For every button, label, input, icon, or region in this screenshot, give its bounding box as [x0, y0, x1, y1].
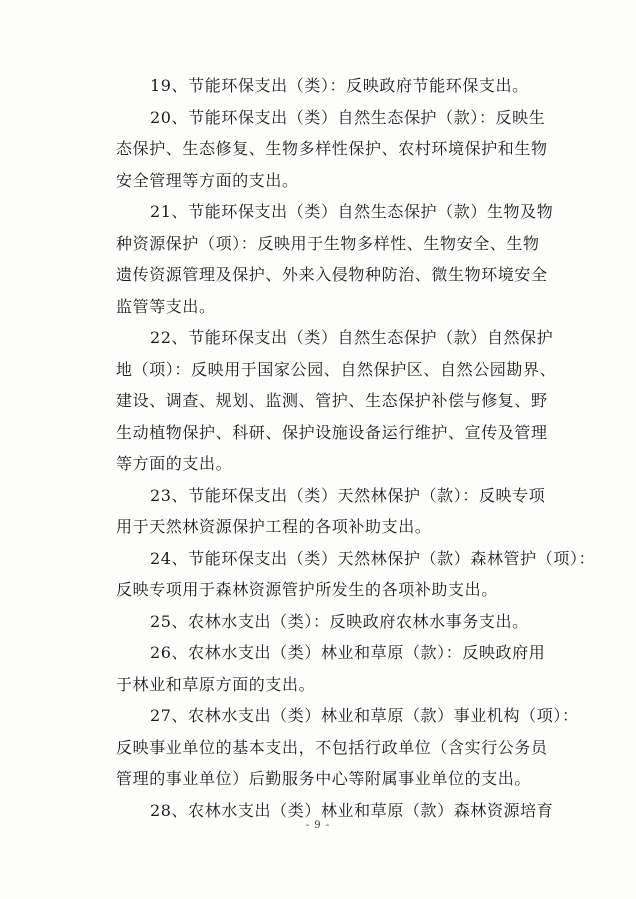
page-number: - 9 - [305, 820, 331, 831]
paragraph-26 [116, 637, 546, 700]
paragraph-line: 反映事业单位的基本支出，不包括行政单位（含实行公务员 [116, 737, 548, 757]
paragraph-line: 用于天然林资源保护工程的各项补助支出。 [116, 517, 432, 536]
paragraph-line: 监管等支出。 [116, 296, 216, 316]
paragraph-line: 19、节能环保支出（类）：反映政府节能环保支出。 [150, 76, 529, 95]
paragraph-25 [116, 606, 546, 638]
paragraph-27 [116, 700, 579, 795]
paragraph-line: 23、节能环保支出（类）天然林保护（款）：反映专项 [150, 485, 546, 505]
paragraph-line: 遗传资源管理及保护、外来入侵物种防治、微生物环境安全 [116, 265, 548, 284]
paragraph-line: 反映专项用于森林资源管护所发生的各项补助支出。 [116, 580, 498, 599]
paragraph-line: 20、节能环保支出（类）自然生态保护（款）：反映生 [150, 107, 546, 127]
paragraph-line: 26、农林水支出（类）林业和草原（款）：反映政府用 [150, 643, 546, 662]
paragraph-line: 生动植物保护、科研、保护设施设备运行维护、宣传及管理 [116, 422, 548, 442]
paragraph-line: 22、节能环保支出（类）自然生态保护（款）自然保护 [150, 328, 554, 347]
paragraph-line: 态保护、生态修复、生物多样性保护、农村环境保护和生物 [116, 139, 548, 158]
paragraph-line: 24、节能环保支出（类）天然林保护（款）森林管护（项）： [150, 548, 596, 568]
paragraph-22 [116, 322, 557, 480]
body-text [116, 70, 596, 826]
paragraph-21 [116, 196, 554, 322]
paragraph-line: 等方面的支出。 [116, 454, 233, 473]
paragraph-line: 于林业和草原方面的支出。 [116, 674, 316, 694]
paragraph-19 [116, 70, 546, 102]
paragraph-line: 建设、调查、规划、监测、管护、生态保护补偿与修复、野 [116, 391, 548, 410]
paragraph-line: 安全管理等方面的支出。 [116, 170, 299, 190]
paragraph-line: 地（项）：反映用于国家公园、自然保护区、自然公园勘界、 [116, 359, 557, 379]
paragraph-line: 27、农林水支出（类）林业和草原（款）事业机构（项）： [150, 706, 579, 725]
paragraph-line: 25、农林水支出（类）：反映政府农林水事务支出。 [150, 611, 529, 631]
paragraph-line: 28、农林水支出（类）林业和草原（款）森林资源培育 [150, 800, 554, 820]
paragraph-line: 21、节能环保支出（类）自然生态保护（款）生物及物 [150, 202, 554, 221]
paragraph-20 [116, 102, 546, 197]
paragraph-line: 管理的事业单位）后勤服务中心等附属事业单位的支出。 [116, 769, 532, 788]
paragraph-24 [116, 543, 596, 606]
paragraph-23 [116, 480, 546, 543]
paragraph-line: 种资源保护（项）：反映用于生物多样性、生物安全、生物 [116, 233, 540, 253]
